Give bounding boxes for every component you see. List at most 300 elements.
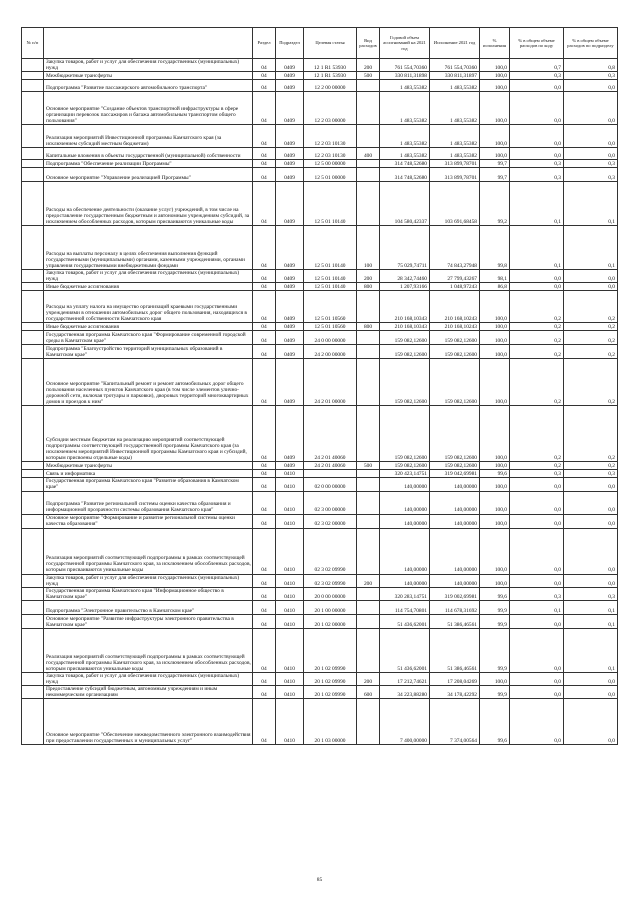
cell-podrazdel: 0410 bbox=[276, 514, 304, 528]
cell-razdel: 04 bbox=[253, 514, 276, 528]
cell-target-article: 20 1 02 00000 bbox=[304, 614, 357, 628]
cell-podrazdel: 0410 bbox=[276, 587, 304, 600]
header-razdel: Раздел bbox=[253, 28, 276, 59]
cell-percent: 99,6 bbox=[480, 699, 510, 745]
cell-execution: 34 178,42292 bbox=[430, 686, 480, 699]
cell-expense-type: 600 bbox=[357, 686, 380, 699]
cell-execution: 210 168,10243 bbox=[430, 323, 480, 331]
cell-razdel: 04 bbox=[253, 628, 276, 672]
cell-podrazdel: 0409 bbox=[276, 359, 304, 406]
cell-num bbox=[22, 345, 44, 359]
cell-expense-type bbox=[357, 470, 380, 478]
cell-podrazdel: 0409 bbox=[276, 323, 304, 331]
cell-share-by-code: 0,0 bbox=[510, 514, 564, 528]
cell-target-article: 02 3 02 09990 bbox=[304, 574, 357, 587]
cell-expense-type: 500 bbox=[357, 462, 380, 470]
cell-execution: 319 002,69981 bbox=[430, 587, 480, 600]
cell-plan: 210 168,10343 bbox=[380, 291, 430, 323]
cell-num bbox=[22, 168, 44, 182]
cell-razdel: 04 bbox=[253, 291, 276, 323]
cell-share-by-code: 0,2 bbox=[510, 331, 564, 345]
table-row bbox=[22, 528, 618, 574]
cell-execution: 103 691,68458 bbox=[430, 182, 480, 226]
cell-razdel: 04 bbox=[253, 587, 276, 600]
cell-name: Подпрограмма "Развитие региональной системы оценки качества образования и информационной прозрачности системы образования Камчатского края" bbox=[44, 491, 253, 514]
cell-percent: 99,6 bbox=[480, 587, 510, 600]
cell-name: Государственная программа Камчатского края "Информационное общество в Камчатском крае" bbox=[44, 587, 253, 600]
cell-execution: 1 483,55382 bbox=[430, 125, 480, 148]
cell-num bbox=[22, 125, 44, 148]
cell-execution: 1 048,97243 bbox=[430, 283, 480, 291]
cell-podrazdel: 0409 bbox=[276, 182, 304, 226]
cell-podrazdel: 0409 bbox=[276, 270, 304, 283]
cell-expense-type bbox=[357, 699, 380, 745]
cell-name: Межбюджетные трансферты bbox=[44, 462, 253, 470]
cell-target-article: 20 1 02 09990 bbox=[304, 628, 357, 672]
cell-num bbox=[22, 628, 44, 672]
cell-share-by-subsection: 0,2 bbox=[564, 359, 618, 406]
cell-share-by-subsection: 0,3 bbox=[564, 72, 618, 80]
cell-target-article: 12 2 03 10130 bbox=[304, 148, 357, 160]
cell-share-by-code: 0,0 bbox=[510, 672, 564, 685]
cell-percent: 100,0 bbox=[480, 462, 510, 470]
cell-share-by-code: 0,2 bbox=[510, 359, 564, 406]
header-share-by-subsection: % в общем объеме расходов по подразделу bbox=[564, 28, 618, 59]
cell-name: Капитальные вложения в объекты государственной (муниципальной) собственности bbox=[44, 148, 253, 160]
cell-target-article: 12 1 R1 53930 bbox=[304, 59, 357, 72]
cell-expense-type bbox=[357, 587, 380, 600]
cell-podrazdel: 0409 bbox=[276, 72, 304, 80]
cell-name: Подпрограмма "Электронное правительство в Камчатском крае" bbox=[44, 600, 253, 614]
cell-plan: 159 082,12600 bbox=[380, 462, 430, 470]
cell-execution: 1 483,55382 bbox=[430, 92, 480, 125]
cell-share-by-subsection: 0,1 bbox=[564, 600, 618, 614]
cell-target-article: 24 2 01 00000 bbox=[304, 359, 357, 406]
cell-share-by-code: 0,0 bbox=[510, 92, 564, 125]
cell-share-by-code: 0,2 bbox=[510, 406, 564, 462]
cell-target-article: 12 5 01 10140 bbox=[304, 283, 357, 291]
cell-razdel: 04 bbox=[253, 226, 276, 270]
cell-name: Подпрограмма "Развитие пассажирского автомобильного транспорта" bbox=[44, 80, 253, 92]
cell-share-by-subsection: 0,2 bbox=[564, 323, 618, 331]
cell-percent: 100,0 bbox=[480, 359, 510, 406]
cell-num bbox=[22, 148, 44, 160]
cell-percent: 100,0 bbox=[480, 291, 510, 323]
cell-podrazdel: 0410 bbox=[276, 686, 304, 699]
cell-expense-type: 200 bbox=[357, 574, 380, 587]
cell-razdel: 04 bbox=[253, 59, 276, 72]
cell-share-by-subsection: 0,3 bbox=[564, 168, 618, 182]
cell-plan: 314 748,52680 bbox=[380, 168, 430, 182]
cell-share-by-subsection: 0,0 bbox=[564, 686, 618, 699]
header-podrazdel: Подраздел bbox=[276, 28, 304, 59]
cell-num bbox=[22, 92, 44, 125]
table-row bbox=[22, 80, 618, 92]
cell-execution: 1 483,55382 bbox=[430, 80, 480, 92]
cell-share-by-subsection: 0,0 bbox=[564, 270, 618, 283]
cell-name: Иные бюджетные ассигнования bbox=[44, 283, 253, 291]
cell-expense-type bbox=[357, 331, 380, 345]
budget-table-wrapper bbox=[21, 27, 617, 745]
cell-name: Закупка товаров, работ и услуг для обеспечения государственных (муниципальных) нужд bbox=[44, 672, 253, 685]
cell-share-by-subsection: 0,3 bbox=[564, 160, 618, 168]
table-row bbox=[22, 686, 618, 699]
cell-share-by-code: 0,0 bbox=[510, 478, 564, 491]
cell-share-by-subsection: 0,1 bbox=[564, 628, 618, 672]
table-row bbox=[22, 470, 618, 478]
cell-target-article: 20 1 02 09990 bbox=[304, 672, 357, 685]
cell-razdel: 04 bbox=[253, 406, 276, 462]
cell-target-article: 12 2 03 10130 bbox=[304, 125, 357, 148]
table-row bbox=[22, 291, 618, 323]
cell-share-by-code: 0,1 bbox=[510, 226, 564, 270]
cell-execution: 319 042,69981 bbox=[430, 470, 480, 478]
cell-num bbox=[22, 72, 44, 80]
cell-num bbox=[22, 686, 44, 699]
cell-razdel: 04 bbox=[253, 283, 276, 291]
cell-podrazdel: 0409 bbox=[276, 92, 304, 125]
cell-share-by-code: 0,1 bbox=[510, 182, 564, 226]
cell-percent: 100,0 bbox=[480, 406, 510, 462]
cell-plan: 1 483,55382 bbox=[380, 148, 430, 160]
cell-num bbox=[22, 574, 44, 587]
table-row bbox=[22, 283, 618, 291]
table-body bbox=[22, 59, 618, 745]
cell-plan: 1 483,55382 bbox=[380, 80, 430, 92]
cell-target-article: 02 0 00 00000 bbox=[304, 478, 357, 491]
cell-share-by-subsection: 0,0 bbox=[564, 528, 618, 574]
table-row bbox=[22, 92, 618, 125]
cell-name: Основное мероприятие "Капитальный ремонт и ремонт автомобильных дорог общего пользования населенных пунктов Камчатского края (в том числе элементов улично-дорожной сети, включая тротуары и парковки), дворовых территорий многоквартирных домов и проездов к ним" bbox=[44, 359, 253, 406]
cell-num bbox=[22, 470, 44, 478]
cell-plan: 104 580,42337 bbox=[380, 182, 430, 226]
cell-name: Реализация мероприятий соответствующей подпрограммы в рамках соответствующей государственной программы Камчатского края, за исключением обособленных расходов, которым присваиваются уникальные коды bbox=[44, 528, 253, 574]
table-row bbox=[22, 331, 618, 345]
table-row bbox=[22, 270, 618, 283]
cell-razdel: 04 bbox=[253, 92, 276, 125]
cell-percent: 99,7 bbox=[480, 168, 510, 182]
cell-execution: 51 386,46561 bbox=[430, 628, 480, 672]
table-row bbox=[22, 491, 618, 514]
cell-plan: 140,00000 bbox=[380, 574, 430, 587]
cell-razdel: 04 bbox=[253, 491, 276, 514]
cell-share-by-code: 0,3 bbox=[510, 470, 564, 478]
cell-target-article: 12 5 01 10140 bbox=[304, 270, 357, 283]
cell-execution: 313 899,78701 bbox=[430, 160, 480, 168]
table-header-row bbox=[22, 28, 618, 59]
header-num: № п/п bbox=[22, 28, 44, 59]
cell-name: Межбюджетные трансферты bbox=[44, 72, 253, 80]
cell-podrazdel: 0410 bbox=[276, 614, 304, 628]
cell-plan: 210 168,10343 bbox=[380, 323, 430, 331]
cell-percent: 99,9 bbox=[480, 614, 510, 628]
cell-plan: 320 283,14751 bbox=[380, 587, 430, 600]
cell-percent: 99,9 bbox=[480, 600, 510, 614]
cell-target-article: 20 1 03 00000 bbox=[304, 699, 357, 745]
cell-num bbox=[22, 491, 44, 514]
cell-percent: 99,9 bbox=[480, 628, 510, 672]
cell-execution: 330 811,31897 bbox=[430, 72, 480, 80]
cell-plan: 1 483,55382 bbox=[380, 92, 430, 125]
cell-plan: 28 342,74460 bbox=[380, 270, 430, 283]
cell-name: Закупка товаров, работ и услуг для обеспечения государственных (муниципальных) нужд bbox=[44, 59, 253, 72]
cell-share-by-subsection: 0,8 bbox=[564, 59, 618, 72]
cell-target-article: 12 2 00 00000 bbox=[304, 80, 357, 92]
cell-percent: 100,0 bbox=[480, 72, 510, 80]
cell-plan: 51 436,62001 bbox=[380, 628, 430, 672]
cell-share-by-subsection: 0,0 bbox=[564, 672, 618, 685]
cell-podrazdel: 0409 bbox=[276, 406, 304, 462]
cell-share-by-code: 0,0 bbox=[510, 614, 564, 628]
table-row bbox=[22, 59, 618, 72]
cell-expense-type bbox=[357, 628, 380, 672]
cell-share-by-subsection: 0,0 bbox=[564, 514, 618, 528]
table-row bbox=[22, 699, 618, 745]
cell-expense-type: 800 bbox=[357, 283, 380, 291]
cell-percent: 100,0 bbox=[480, 574, 510, 587]
cell-razdel: 04 bbox=[253, 470, 276, 478]
cell-razdel: 04 bbox=[253, 672, 276, 685]
cell-share-by-code: 0,0 bbox=[510, 148, 564, 160]
cell-plan: 75 029,74711 bbox=[380, 226, 430, 270]
cell-percent: 100,0 bbox=[480, 491, 510, 514]
cell-podrazdel: 0409 bbox=[276, 80, 304, 92]
table-row bbox=[22, 72, 618, 80]
cell-execution: 140,00000 bbox=[430, 574, 480, 587]
cell-num bbox=[22, 462, 44, 470]
cell-share-by-subsection: 0,0 bbox=[564, 148, 618, 160]
cell-num bbox=[22, 59, 44, 72]
cell-share-by-code: 0,3 bbox=[510, 72, 564, 80]
cell-share-by-subsection: 0,1 bbox=[564, 614, 618, 628]
cell-podrazdel: 0410 bbox=[276, 491, 304, 514]
cell-num bbox=[22, 600, 44, 614]
cell-podrazdel: 0409 bbox=[276, 226, 304, 270]
cell-share-by-subsection: 0,2 bbox=[564, 291, 618, 323]
table-row bbox=[22, 614, 618, 628]
cell-expense-type bbox=[357, 600, 380, 614]
cell-podrazdel: 0410 bbox=[276, 699, 304, 745]
cell-execution: 140,00000 bbox=[430, 478, 480, 491]
cell-podrazdel: 0410 bbox=[276, 672, 304, 685]
cell-podrazdel: 0410 bbox=[276, 478, 304, 491]
cell-percent: 99,7 bbox=[480, 160, 510, 168]
cell-razdel: 04 bbox=[253, 528, 276, 574]
cell-target-article: 20 0 00 00000 bbox=[304, 587, 357, 600]
cell-target-article: 20 1 02 09990 bbox=[304, 686, 357, 699]
cell-plan: 320 423,14751 bbox=[380, 470, 430, 478]
cell-share-by-subsection: 0,0 bbox=[564, 491, 618, 514]
cell-expense-type bbox=[357, 92, 380, 125]
cell-target-article: 12 5 01 10140 bbox=[304, 182, 357, 226]
cell-percent: 99,9 bbox=[480, 686, 510, 699]
header-execution: Исполнение 2021 год bbox=[430, 28, 480, 59]
cell-percent: 100,0 bbox=[480, 345, 510, 359]
cell-share-by-code: 0,0 bbox=[510, 528, 564, 574]
cell-razdel: 04 bbox=[253, 270, 276, 283]
cell-razdel: 04 bbox=[253, 686, 276, 699]
cell-expense-type bbox=[357, 359, 380, 406]
table-row bbox=[22, 226, 618, 270]
cell-target-article: 02 3 00 00000 bbox=[304, 491, 357, 514]
cell-name: Иные бюджетные ассигнования bbox=[44, 323, 253, 331]
cell-share-by-subsection: 0,0 bbox=[564, 574, 618, 587]
cell-plan: 51 436,62001 bbox=[380, 614, 430, 628]
cell-share-by-code: 0,0 bbox=[510, 491, 564, 514]
cell-razdel: 04 bbox=[253, 323, 276, 331]
cell-plan: 140,00000 bbox=[380, 528, 430, 574]
cell-plan: 314 748,52680 bbox=[380, 160, 430, 168]
cell-name: Реализация мероприятий соответствующей подпрограммы в рамках соответствующей государственной программы Камчатского края, за исключением обособленных расходов, которым присваиваются уникальные коды bbox=[44, 628, 253, 672]
header-expense-type: Вид расходов bbox=[357, 28, 380, 59]
cell-expense-type: 200 bbox=[357, 59, 380, 72]
cell-podrazdel: 0409 bbox=[276, 283, 304, 291]
cell-execution: 51 386,46561 bbox=[430, 614, 480, 628]
cell-razdel: 04 bbox=[253, 614, 276, 628]
cell-share-by-code: 0,2 bbox=[510, 462, 564, 470]
cell-expense-type bbox=[357, 160, 380, 168]
cell-podrazdel: 0409 bbox=[276, 291, 304, 323]
cell-percent: 100,0 bbox=[480, 514, 510, 528]
cell-num bbox=[22, 226, 44, 270]
cell-percent: 100,0 bbox=[480, 672, 510, 685]
table-row bbox=[22, 574, 618, 587]
cell-target-article: 02 3 02 09990 bbox=[304, 528, 357, 574]
cell-podrazdel: 0409 bbox=[276, 125, 304, 148]
cell-share-by-code: 0,2 bbox=[510, 291, 564, 323]
cell-name: Основное мероприятие "Создание объектов транспортной инфраструктуры в сфере организации перевозок пассажиров и багажа автомобильным транспортом общего пользования" bbox=[44, 92, 253, 125]
cell-expense-type bbox=[357, 491, 380, 514]
table-row bbox=[22, 478, 618, 491]
cell-name: Закупка товаров, работ и услуг для обеспечения государственных (муниципальных) нужд bbox=[44, 574, 253, 587]
cell-share-by-subsection: 0,0 bbox=[564, 478, 618, 491]
cell-plan: 761 554,70360 bbox=[380, 59, 430, 72]
cell-num bbox=[22, 331, 44, 345]
cell-expense-type: 400 bbox=[357, 148, 380, 160]
cell-execution: 1 483,55382 bbox=[430, 148, 480, 160]
cell-plan: 159 082,12600 bbox=[380, 331, 430, 345]
cell-name: Предоставление субсидий бюджетным, автономным учреждениям и иным некоммерческим организациям bbox=[44, 686, 253, 699]
cell-execution: 27 799,43267 bbox=[430, 270, 480, 283]
cell-expense-type: 500 bbox=[357, 72, 380, 80]
cell-percent: 100,0 bbox=[480, 80, 510, 92]
cell-num bbox=[22, 514, 44, 528]
header-target-article: Целевая статья bbox=[304, 28, 357, 59]
cell-num bbox=[22, 359, 44, 406]
cell-share-by-subsection: 0,0 bbox=[564, 283, 618, 291]
cell-expense-type bbox=[357, 125, 380, 148]
cell-share-by-code: 0,3 bbox=[510, 160, 564, 168]
cell-name: Основное мероприятие "Управление реализацией Программы" bbox=[44, 168, 253, 182]
table-row bbox=[22, 323, 618, 331]
cell-name: Расходы на обеспечение деятельности (оказание услуг) учреждений, в том числе на предоставление государственным бюджетным и автономным учреждениям субсидий, за исключением обособленных расходов, которым присваиваются уникальные коды bbox=[44, 182, 253, 226]
cell-name: Государственная программа Камчатского края "Формирование современной городской среды в Камчатском крае" bbox=[44, 331, 253, 345]
cell-percent: 100,0 bbox=[480, 331, 510, 345]
cell-expense-type bbox=[357, 614, 380, 628]
cell-share-by-subsection: 0,2 bbox=[564, 462, 618, 470]
cell-share-by-code: 0,0 bbox=[510, 80, 564, 92]
cell-name: Связь и информатика bbox=[44, 470, 253, 478]
cell-percent: 98,1 bbox=[480, 270, 510, 283]
cell-razdel: 04 bbox=[253, 478, 276, 491]
cell-share-by-code: 0,2 bbox=[510, 345, 564, 359]
cell-podrazdel: 0410 bbox=[276, 528, 304, 574]
cell-num bbox=[22, 283, 44, 291]
cell-plan: 1 483,55382 bbox=[380, 125, 430, 148]
cell-target-article: 12 5 01 00000 bbox=[304, 168, 357, 182]
header-plan: Годовой объем ассигнований на 2021 год bbox=[380, 28, 430, 59]
cell-plan: 159 082,12600 bbox=[380, 359, 430, 406]
cell-razdel: 04 bbox=[253, 600, 276, 614]
cell-share-by-code: 0,1 bbox=[510, 600, 564, 614]
cell-target-article: 12 5 01 10560 bbox=[304, 323, 357, 331]
cell-percent: 99,6 bbox=[480, 470, 510, 478]
cell-plan: 330 811,31898 bbox=[380, 72, 430, 80]
cell-razdel: 04 bbox=[253, 182, 276, 226]
cell-share-by-code: 0,0 bbox=[510, 699, 564, 745]
cell-razdel: 04 bbox=[253, 699, 276, 745]
cell-podrazdel: 0409 bbox=[276, 168, 304, 182]
cell-name: Реализация мероприятий Инвестиционной программы Камчатского края (за исключением субсидий местным бюджетам) bbox=[44, 125, 253, 148]
cell-razdel: 04 bbox=[253, 80, 276, 92]
cell-podrazdel: 0410 bbox=[276, 628, 304, 672]
header-name bbox=[44, 28, 253, 59]
cell-share-by-subsection: 0,1 bbox=[564, 226, 618, 270]
cell-share-by-subsection: 0,2 bbox=[564, 345, 618, 359]
cell-percent: 100,0 bbox=[480, 59, 510, 72]
cell-target-article bbox=[304, 470, 357, 478]
cell-name: Основное мероприятие "Развитие инфраструктуры электронного правительства в Камчатском крае" bbox=[44, 614, 253, 628]
cell-share-by-subsection: 0,1 bbox=[564, 182, 618, 226]
cell-expense-type bbox=[357, 345, 380, 359]
cell-plan: 7 400,00000 bbox=[380, 699, 430, 745]
cell-razdel: 04 bbox=[253, 574, 276, 587]
cell-share-by-subsection: 0,2 bbox=[564, 406, 618, 462]
cell-expense-type bbox=[357, 528, 380, 574]
cell-execution: 140,00000 bbox=[430, 491, 480, 514]
table-row bbox=[22, 168, 618, 182]
cell-expense-type: 100 bbox=[357, 226, 380, 270]
cell-razdel: 04 bbox=[253, 168, 276, 182]
cell-target-article: 02 3 02 00000 bbox=[304, 514, 357, 528]
cell-share-by-subsection: 0,3 bbox=[564, 587, 618, 600]
cell-num bbox=[22, 672, 44, 685]
cell-execution: 159 082,12600 bbox=[430, 462, 480, 470]
table-row bbox=[22, 359, 618, 406]
cell-razdel: 04 bbox=[253, 331, 276, 345]
cell-expense-type bbox=[357, 478, 380, 491]
cell-podrazdel: 0410 bbox=[276, 470, 304, 478]
cell-share-by-subsection: 0,0 bbox=[564, 80, 618, 92]
cell-num bbox=[22, 323, 44, 331]
cell-expense-type: 200 bbox=[357, 270, 380, 283]
cell-podrazdel: 0409 bbox=[276, 148, 304, 160]
cell-num bbox=[22, 587, 44, 600]
cell-plan: 140,00000 bbox=[380, 478, 430, 491]
cell-percent: 100,0 bbox=[480, 148, 510, 160]
table-row bbox=[22, 628, 618, 672]
cell-percent: 99,8 bbox=[480, 226, 510, 270]
cell-expense-type: 200 bbox=[357, 672, 380, 685]
cell-percent: 100,0 bbox=[480, 528, 510, 574]
cell-target-article: 20 1 00 00000 bbox=[304, 600, 357, 614]
cell-target-article: 24 2 00 00000 bbox=[304, 345, 357, 359]
cell-percent: 99,2 bbox=[480, 182, 510, 226]
cell-name: Основное мероприятие "Формирование и развитие региональной системы оценки качества образования" bbox=[44, 514, 253, 528]
cell-podrazdel: 0410 bbox=[276, 600, 304, 614]
cell-name: Основное мероприятие "Обеспечение межведомственного электронного взаимодействия при предоставлении государственных и муниципальных услуг" bbox=[44, 699, 253, 745]
cell-share-by-subsection: 0,0 bbox=[564, 125, 618, 148]
